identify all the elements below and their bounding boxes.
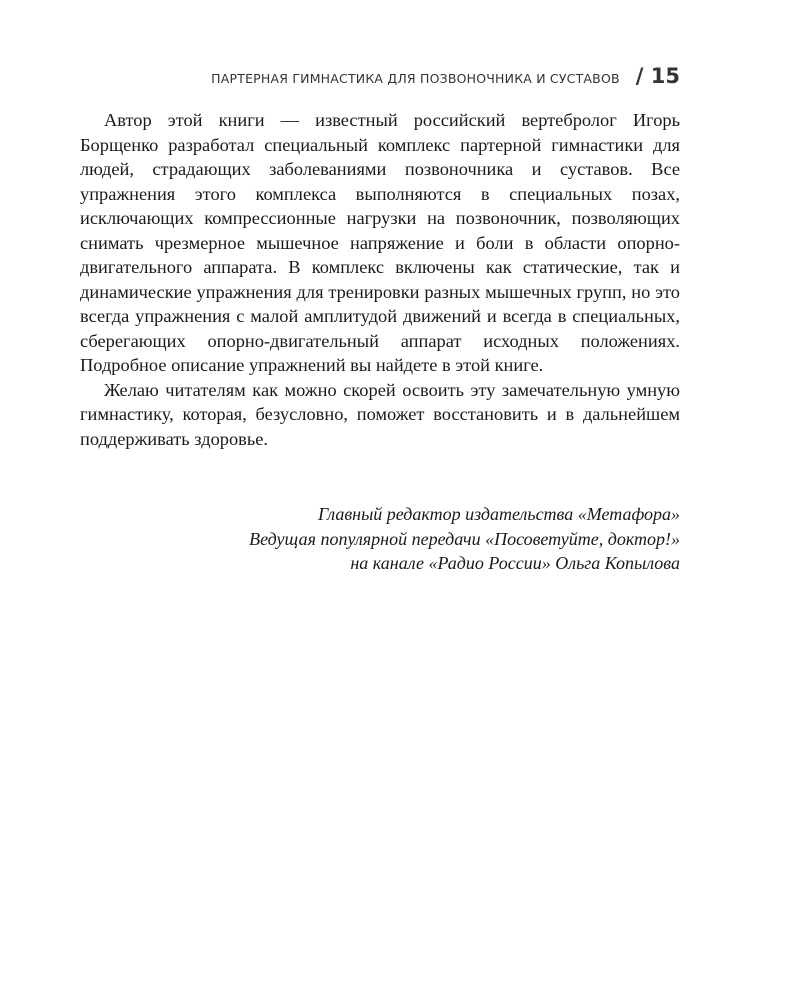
running-header bbox=[80, 64, 680, 94]
signature-line-channel: на канале «Радио России» Ольга Копылова bbox=[350, 553, 680, 573]
signature-line-editor: Главный редактор издательства «Метафора» bbox=[317, 504, 680, 524]
signature-line-host: Ведущая популярной передачи «Посоветуйте, доктор!» bbox=[249, 528, 680, 549]
running-title: ПАРТЕРНАЯ ГИМНАСТИКА ДЛЯ ПОЗВОНОЧНИКА И СУСТАВОВ bbox=[211, 71, 620, 86]
page-number: / 15 bbox=[635, 64, 680, 88]
paragraph-1: Автор этой книги — известный российский вертебролог Игорь Борщенко разработал специальный комплекс партерной гимнастики для людей, страдающих заболеваниями позвоночника и суставов. Все упражнения этого комплекса выполняются в специальных позах, исключающих компрессионные нагрузки на позвоночник, позволяющих снимать чрезмерное мышечное напряжение и боли в области опорно-двигательного аппарата. В комплекс включены как статические, так и динамические упражнения для тренировки разных мышечных групп, но это всегда упражнения с малой амплитудой движений и всегда в специальных, сберегающих опорно-двигательный аппарат исходных положениях. Подробное описание упражнений вы найдете в этой книге. bbox=[80, 110, 680, 375]
signature-block bbox=[80, 502, 680, 576]
paragraph-2: Желаю читателям как можно скорей освоить эту замечательную умную гимнастику, которая, безусловно, поможет восстановить и в дальнейшем поддерживать здоровье. bbox=[80, 379, 680, 449]
body-text bbox=[80, 108, 680, 451]
